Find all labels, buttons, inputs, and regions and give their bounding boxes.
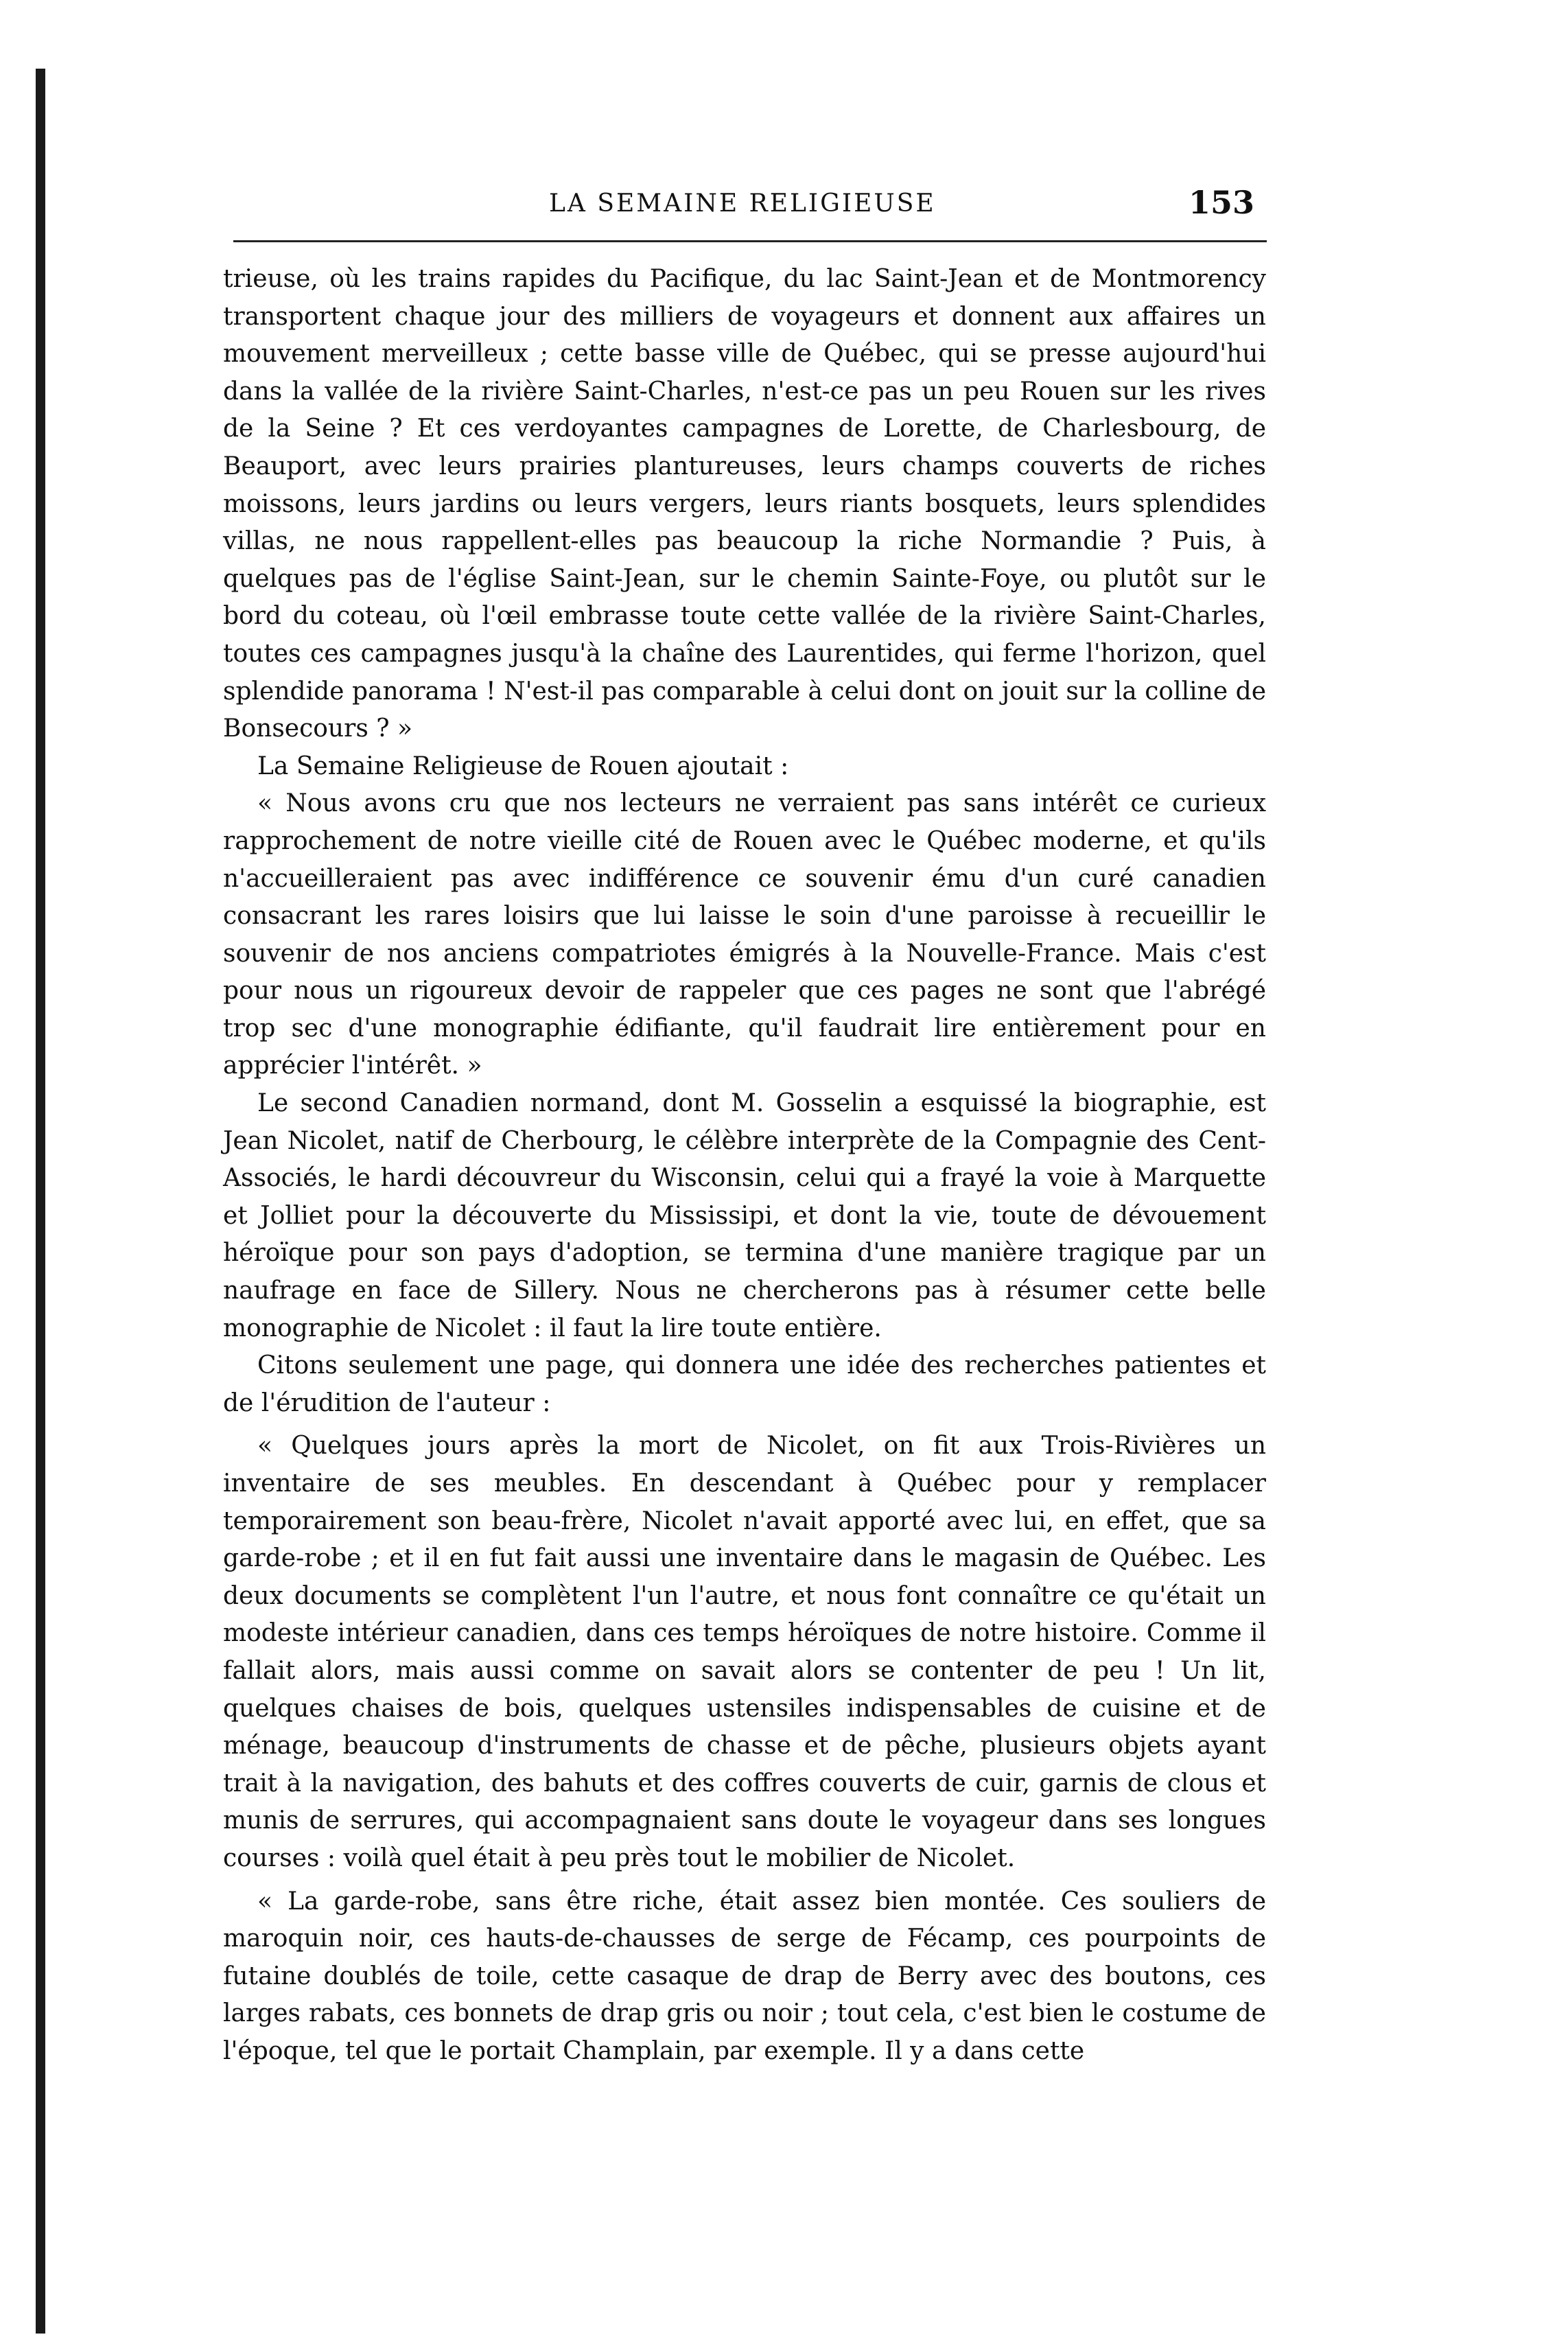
page-number: 153 xyxy=(1188,184,1254,221)
paragraph: « Nous avons cru que nos lecteurs ne verraient pas sans intérêt ce curieux rapprochement de notre vieille cité de Rouen avec le Québec moderne, et qu'ils n'accueilleraient pas avec indifférence ce souvenir ému d'un curé canadien consacrant les rares loisirs que lui laisse le soin d'une paroisse à recueillir le souvenir de nos anciens compatriotes émigrés à la Nouvelle-France. Mais c'est pour nous un rigoureux devoir de rappeler que ces pages ne sont que l'abrégé trop sec d'une monographie édifiante, qu'il faudrait lire entièrement pour en apprécier l'intérêt. » xyxy=(223,789,1266,1080)
paragraph: Citons seulement une page, qui donnera une idée des recherches patientes et de l'érudition de l'auteur : xyxy=(223,1351,1266,1417)
paragraph: Le second Canadien normand, dont M. Gosselin a esquissé la biographie, est Jean Nicolet, natif de Cherbourg, le célèbre interprète de la Compagnie des Cent-Associés, le hardi découvreur du Wisconsin, celui qui a frayé la voie à Marquette et Jolliet pour la découverte du Mississipi, et dont la vie, toute de dévouement héroïque pour son pays d'adoption, se termina d'une manière tragique par un naufrage en face de Sillery. Nous ne chercherons pas à résumer cette belle monographie de Nicolet : il faut la lire toute entière. xyxy=(223,1089,1266,1342)
header-rule xyxy=(233,240,1267,242)
paragraph: trieuse, où les trains rapides du Pacifique, du lac Saint-Jean et de Montmorency transportent chaque jour des milliers de voyageurs et donnent aux affaires un mouvement merveilleux ; cette basse ville de Québec, qui se presse aujourd'hui dans la vallée de la rivière Saint-Charles, n'est-ce pas un peu Rouen sur les rives de la Seine ? Et ces verdoyantes campagnes de Lorette, de Charlesbourg, de Beauport, avec leurs prairies plantureuses, leurs champs couverts de riches moissons, leurs jardins ou leurs vergers, leurs riants bosquets, leurs splendides villas, ne nous rappellent-elles pas beaucoup la riche Normandie ? Puis, à quelques pas de l'église Saint-Jean, sur le chemin Sainte-Foye, ou plutôt sur le bord du coteau, où l'œil embrasse toute cette vallée de la rivière Saint-Charles, toutes ces campagnes jusqu'à la chaîne des Laurentides, qui ferme l'horizon, quel splendide panorama ! N'est-il pas comparable à celui dont on jouit sur la colline de Bonsecours ? » xyxy=(223,265,1266,743)
paragraph: « La garde-robe, sans être riche, était assez bien montée. Ces souliers de maroquin noir, ces hauts-de-chausses de serge de Fécamp, ces pourpoints de futaine doublés de toile, cette casaque de drap de Berry avec des boutons, ces larges rabats, ces bonnets de drap gris ou noir ; tout cela, c'est bien le costume de l'époque, tel que le portait Champlain, par exemple. Il y a dans cette xyxy=(223,1887,1266,2065)
page-header xyxy=(233,184,1267,232)
page-binding-edge xyxy=(36,69,45,2334)
body-text xyxy=(223,261,1266,2071)
paragraph: La Semaine Religieuse de Rouen ajoutait : xyxy=(257,752,789,780)
running-title: LA SEMAINE RELIGIEUSE xyxy=(549,189,936,218)
paragraph: « Quelques jours après la mort de Nicolet, on fit aux Trois-Rivières un inventaire de ses meubles. En descendant à Québec pour y remplacer temporairement son beau-frère, Nicolet n'avait apporté avec lui, en effet, que sa garde-robe ; et il en fut fait aussi une inventaire dans le magasin de Québec. Les deux documents se complètent l'un l'autre, et nous font connaître ce qu'était un modeste intérieur canadien, dans ces temps héroïques de notre histoire. Comme il fallait alors, mais aussi comme on savait alors se contenter de peu ! Un lit, quelques chaises de bois, quelques ustensiles indispensables de cuisine et de ménage, beaucoup d'instruments de chasse et de pêche, plusieurs objets ayant trait à la navigation, des bahuts et des coffres couverts de cuir, garnis de clous et munis de serrures, qui accompagnaient sans doute le voyageur dans ses longues courses : voilà quel était à peu près tout le mobilier de Nicolet. xyxy=(223,1432,1266,1872)
